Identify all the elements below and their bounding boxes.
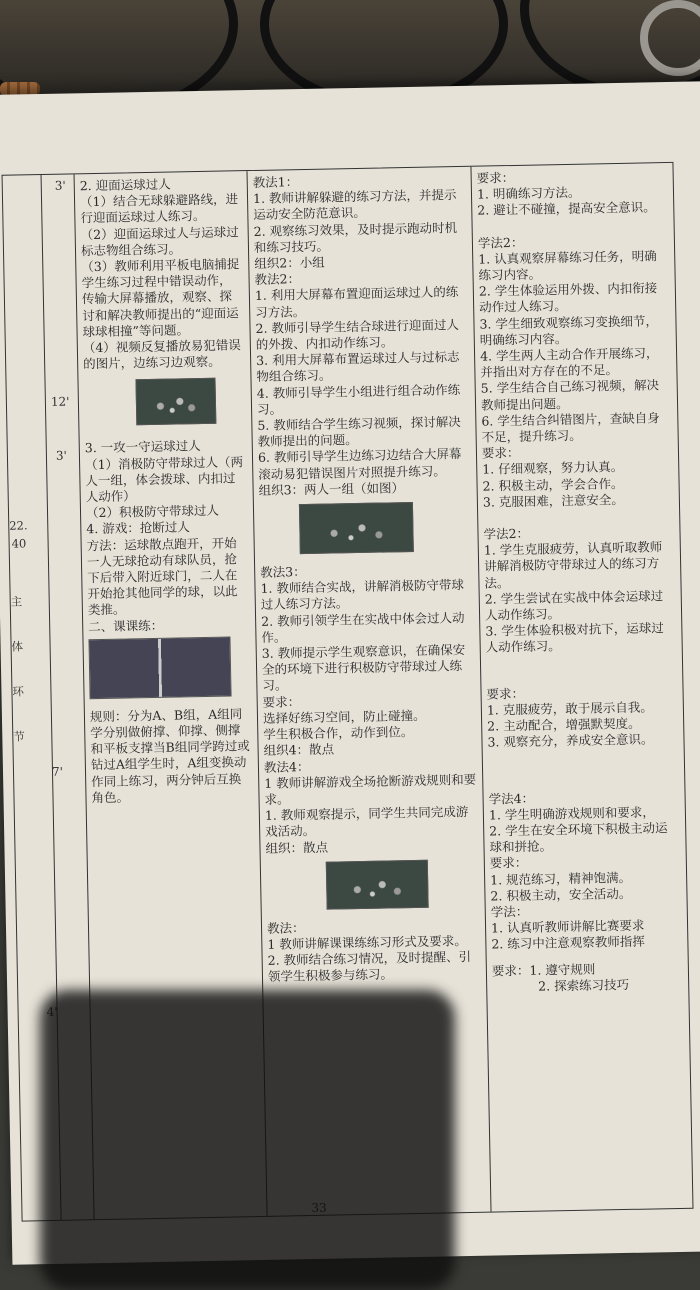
content-text: （1）消极防守带球过人（两人一组，体会拨球、内扣过人动作） — [84, 453, 244, 505]
study-text: 学法2： — [483, 525, 530, 542]
side-text: 40 — [11, 536, 27, 551]
time-label: 3' — [54, 178, 66, 193]
method-text: 教法4： — [263, 758, 310, 775]
practice-photo — [135, 378, 216, 426]
content-heading: 2. 迎面运球过人 — [79, 176, 171, 194]
phone-shadow — [40, 990, 455, 1290]
side-text: 节 — [13, 729, 25, 744]
content-heading: 4. 游戏：抢断过人 — [86, 519, 190, 537]
time-label: 12' — [50, 394, 70, 409]
method-text: 5. 教师结合学生练习视频，探讨解决教师提出的问题。 — [257, 414, 461, 450]
study-text: 1. 规范练习，精神饱满。 — [490, 869, 632, 888]
study-text: 6. 学生结合纠错图片，查缺自身不足，提升练习。 — [481, 410, 660, 445]
study-text: 1. 仔细观察，努力认真。 — [482, 459, 624, 478]
study-text: 要求： — [486, 685, 525, 702]
content-text: 方法：运球散点跑开，开始一人无球抢动有球队员，抢下后带入附近球门，二人在开始抢其他同学的球，以此类推。 — [86, 535, 238, 618]
method-text: 选择好练习空间，防止碰撞。 — [262, 707, 426, 726]
study-text: 2. 避让不碰撞，提高安全意识。 — [477, 199, 656, 219]
game-photo — [326, 859, 429, 909]
method-text: 组织3：两人一组（如图） — [258, 479, 405, 498]
method-text: 1 教师讲解课课练练习形式及要求。 — [267, 932, 467, 952]
method-text: 要求： — [262, 693, 301, 710]
content-text: 规则：分为A、B组，A组同学分别做俯撑、仰撑、侧撑和平板支撑当B组同学跨过或钻过A组学生时，A组变换动作同上练习，两分钟后互换角色。 — [89, 706, 250, 806]
method-text: 1. 教师观察提示，同学生共同完成游戏活动。 — [264, 804, 469, 840]
side-text: 主 — [10, 594, 23, 609]
content-text: （1）结合无球躲避路线，进行迎面运球过人练习。 — [79, 191, 239, 226]
student-method-column — [477, 167, 683, 995]
method-text: 教法2： — [254, 271, 301, 288]
study-text: 要求： — [489, 855, 528, 871]
study-text: 5. 学生结合自己练习视频，解决教师提出问题。 — [480, 377, 660, 413]
method-text: 4. 教师引导学生小组进行组合动作练习。 — [256, 381, 461, 417]
method-text: 1. 教师讲解躲避的练习方法，并提示运动安全防范意识。 — [252, 187, 457, 223]
method-text: 组织2：小组 — [254, 254, 325, 271]
study-text: 1. 认真观察屏幕练习任务，明确练习内容。 — [478, 248, 657, 283]
study-text: 学法： — [490, 903, 529, 920]
teacher-method-column — [253, 171, 481, 985]
method-text: 1. 利用大屏幕布置迎面运球过人的练习方法。 — [254, 284, 459, 320]
study-text: 3. 学生细致观察练习变换细节，明确练习内容。 — [479, 312, 658, 348]
study-text: 1. 明确练习方法。 — [476, 184, 581, 202]
side-text: 22. — [9, 518, 28, 533]
study-text: 2. 学生尝试在实战中体会运球过人动作练习。 — [484, 588, 664, 623]
study-text: 4. 学生两人主动合作开展练习，并指出对方存在的不足。 — [479, 345, 659, 380]
study-text: 2. 学生体验运用外拨、内扣衔接动作过人练习。 — [478, 280, 658, 316]
content-heading: 3. 一攻一守运球过人 — [84, 438, 201, 456]
content-text: （2）迎面运球过人与运球过标志物组合练习。 — [80, 223, 239, 259]
content-text: （2）积极防守带球过人 — [85, 502, 220, 521]
method-text: 1. 教师结合实战，讲解消极防守带球过人练习方法。 — [260, 577, 465, 613]
method-text: 3. 利用大屏幕布置运球过人与过标志物组合练习。 — [256, 349, 460, 385]
method-text: 1 教师讲解游戏全场抢断游戏规则和要求。 — [264, 771, 477, 807]
study-text: 2. 积极主动，安全活动。 — [490, 885, 632, 904]
pair-practice-photo — [299, 502, 414, 554]
method-text: 2. 教师引领学生在实战中体会过人动作。 — [261, 609, 465, 645]
method-text: 教法3： — [260, 564, 306, 580]
method-text: 组织：散点 — [265, 839, 329, 856]
content-column — [80, 175, 252, 806]
method-text: 2. 观察练习效果，及时提示跑动时机和练习技巧。 — [253, 219, 458, 255]
time-label: 7' — [51, 764, 64, 779]
study-text: 1. 学生明确游戏规则和要求， — [488, 804, 655, 823]
study-text: 1. 认真听教师讲解比赛要求 — [490, 917, 645, 936]
study-text: 3. 克服困难，注意安全。 — [482, 491, 624, 510]
content-text: （4）视频反复播放易犯错误的图片，边练习边观察。 — [82, 337, 241, 372]
content-heading: 二、课课练： — [88, 617, 164, 634]
content-text: （3）教师利用平板电脑捕捉学生练习过程中错误动作，传输大屏幕播放，观察、探讨和解决教师提出的“迎面运球球相撞”等问题。 — [81, 256, 240, 340]
study-text: 学法2： — [477, 234, 524, 251]
study-text: 1. 克服疲劳，敢于展示自我。 — [486, 699, 653, 718]
exercise-photo-grid — [88, 636, 231, 699]
time-label: 3' — [55, 448, 68, 463]
method-text: 教法： — [266, 919, 305, 936]
study-text: 3. 学生体验积极对抗下，运球过人动作练习。 — [485, 620, 664, 656]
study-text: 1. 学生克服疲劳，认真听取教师讲解消极防守带球过人的练习方法。 — [483, 539, 663, 591]
study-text: 要求： — [481, 445, 520, 461]
study-text: 要求： — [476, 169, 515, 186]
study-text: 2. 练习中注意观察教师指挥 — [491, 933, 645, 952]
method-text: 6. 教师引导学生边练习边结合大屏幕滚动易犯错误图片对照提升练习。 — [257, 446, 462, 482]
method-text: 组织4：散点 — [263, 741, 335, 759]
side-text: 体 — [11, 639, 24, 654]
side-text: 环 — [12, 684, 25, 699]
study-text: 2. 探索练习技巧 — [538, 976, 630, 994]
study-text: 2. 主动配合，增强默契度。 — [487, 715, 641, 734]
study-text: 要求：1. 遵守规则 — [491, 961, 596, 979]
study-text: 2. 积极主动，学会合作。 — [482, 475, 624, 494]
method-text: 2. 教师结合练习情况，及时提醒、引领学生积极参与练习。 — [267, 949, 472, 985]
study-text: 3. 观察充分，养成安全意识。 — [487, 731, 654, 750]
method-text: 3. 教师提示学生观察意识，在确保安全的环境下进行积极防守带球过人练习。 — [261, 642, 466, 694]
method-text: 教法1： — [252, 174, 299, 190]
study-text: 学法4： — [488, 790, 535, 807]
method-text: 2. 教师引导学生结合球进行迎面过人的外拨、内扣动作练习。 — [255, 316, 460, 352]
method-text: 学生积极合作，动作到位。 — [263, 724, 414, 742]
study-text: 2. 学生在安全环境下积极主动运球和拼抢。 — [489, 820, 668, 855]
